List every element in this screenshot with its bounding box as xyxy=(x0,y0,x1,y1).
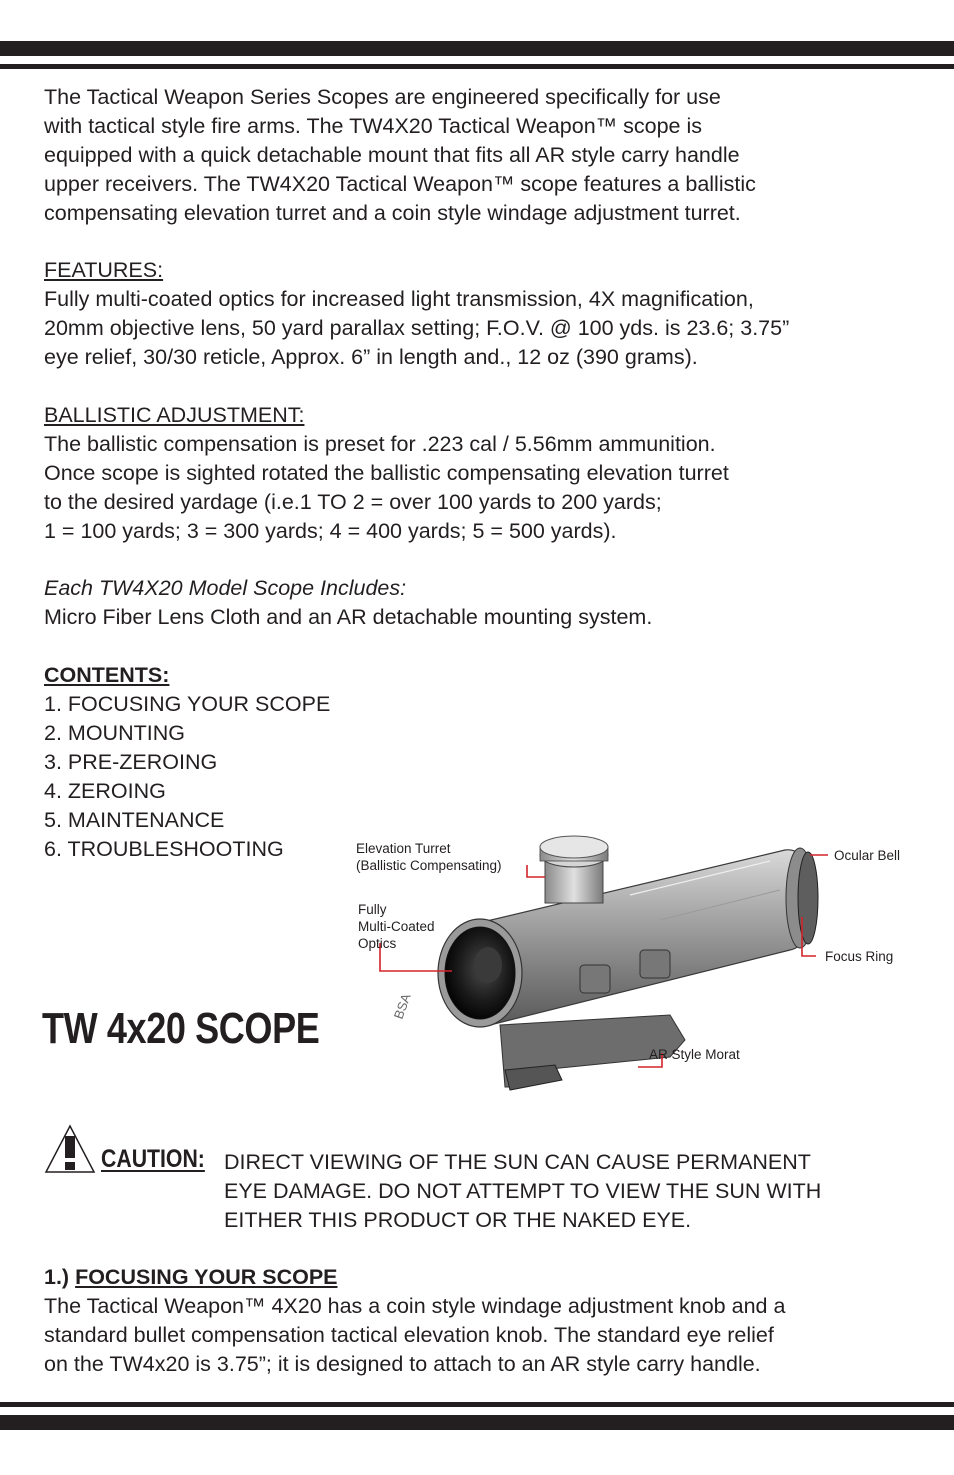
intro-line: The Tactical Weapon Series Scopes are engineered specifically for use xyxy=(44,85,721,109)
includes-line: Micro Fiber Lens Cloth and an AR detachable mounting system. xyxy=(44,605,653,629)
callout-line: Multi-Coated xyxy=(358,919,435,934)
ballistic-line: Once scope is sighted rotated the ballistic compensating elevation turret xyxy=(44,461,729,485)
contents-item: 2. MOUNTING xyxy=(44,721,185,745)
contents-item: 6. TROUBLESHOOTING xyxy=(44,837,284,861)
top-rule-thin xyxy=(0,64,954,69)
includes-section xyxy=(44,574,652,632)
features-heading: FEATURES: xyxy=(44,258,164,282)
ballistic-heading: BALLISTIC ADJUSTMENT: xyxy=(44,403,305,427)
ar-mount-callout: AR Style Morat xyxy=(649,1047,740,1062)
ocular-bell-callout: Ocular Bell xyxy=(834,848,901,863)
bottom-rule-thick xyxy=(0,1415,954,1430)
contents-item: 1. FOCUSING YOUR SCOPE xyxy=(44,692,331,716)
intro-line: equipped with a quick detachable mount that fits all AR style carry handle xyxy=(44,143,740,167)
focusing-line: The Tactical Weapon™ 4X20 has a coin style windage adjustment knob and a xyxy=(44,1294,786,1318)
contents-section xyxy=(44,661,330,864)
intro-line: with tactical style fire arms. The TW4X20 Tactical Weapon™ scope is xyxy=(44,114,703,138)
caution-line: DIRECT VIEWING OF THE SUN CAN CAUSE PERMANENT xyxy=(224,1150,811,1174)
features-line: Fully multi-coated optics for increased light transmission, 4X magnification, xyxy=(44,287,754,311)
contents-item: 4. ZEROING xyxy=(44,779,166,803)
optics-callout xyxy=(358,901,435,952)
intro-line: compensating elevation turret and a coin style windage adjustment turret. xyxy=(44,201,741,225)
warning-icon xyxy=(44,1124,96,1174)
scope-diagram xyxy=(340,825,920,1100)
callout-line: Optics xyxy=(358,936,397,951)
intro-line: upper receivers. The TW4X20 Tactical Weapon™ scope features a ballistic xyxy=(44,172,756,196)
ballistic-line: to the desired yardage (i.e.1 TO 2 = over 100 yards to 200 yards; xyxy=(44,490,662,514)
callout-line: Elevation Turret xyxy=(356,841,451,856)
contents-item: 5. MAINTENANCE xyxy=(44,808,225,832)
caution-line: EYE DAMAGE. DO NOT ATTEMPT TO VIEW THE SUN WITH xyxy=(224,1179,822,1203)
focusing-line: on the TW4x20 is 3.75”; it is designed to attach to an AR style carry handle. xyxy=(44,1352,761,1376)
features-line: 20mm objective lens, 50 yard parallax setting; F.O.V. @ 100 yds. is 23.6; 3.75” xyxy=(44,316,790,340)
product-title: TW 4x20 SCOPE xyxy=(42,1004,320,1053)
contents-heading: CONTENTS: xyxy=(44,663,170,687)
includes-heading: Each TW4X20 Model Scope Includes: xyxy=(44,576,407,600)
top-rule-thick xyxy=(0,41,954,56)
callout-line: Fully xyxy=(358,902,387,917)
section-number: 1.) xyxy=(44,1265,70,1289)
focusing-heading: FOCUSING YOUR SCOPE xyxy=(75,1265,338,1289)
focusing-line: standard bullet compensation tactical elevation knob. The standard eye relief xyxy=(44,1323,774,1347)
ballistic-line: 1 = 100 yards; 3 = 300 yards; 4 = 400 yards; 5 = 500 yards). xyxy=(44,519,617,543)
focusing-section xyxy=(44,1263,785,1379)
features-line: eye relief, 30/30 reticle, Approx. 6” in length and., 12 oz (390 grams). xyxy=(44,345,698,369)
callout-line: (Ballistic Compensating) xyxy=(356,858,502,873)
features-section xyxy=(44,256,789,372)
bottom-rule-thin xyxy=(0,1402,954,1407)
elevation-turret-callout xyxy=(356,840,502,874)
scope-brand-label: BSA xyxy=(390,991,414,1022)
contents-item: 3. PRE-ZEROING xyxy=(44,750,218,774)
intro-paragraph xyxy=(44,83,756,228)
focus-ring-callout: Focus Ring xyxy=(825,949,894,964)
caution-text xyxy=(224,1148,821,1235)
caution-line: EITHER THIS PRODUCT OR THE NAKED EYE. xyxy=(224,1208,692,1232)
ballistic-section xyxy=(44,401,729,546)
ballistic-line: The ballistic compensation is preset for .223 cal / 5.56mm ammunition. xyxy=(44,432,716,456)
caution-label: CAUTION: xyxy=(101,1145,205,1173)
